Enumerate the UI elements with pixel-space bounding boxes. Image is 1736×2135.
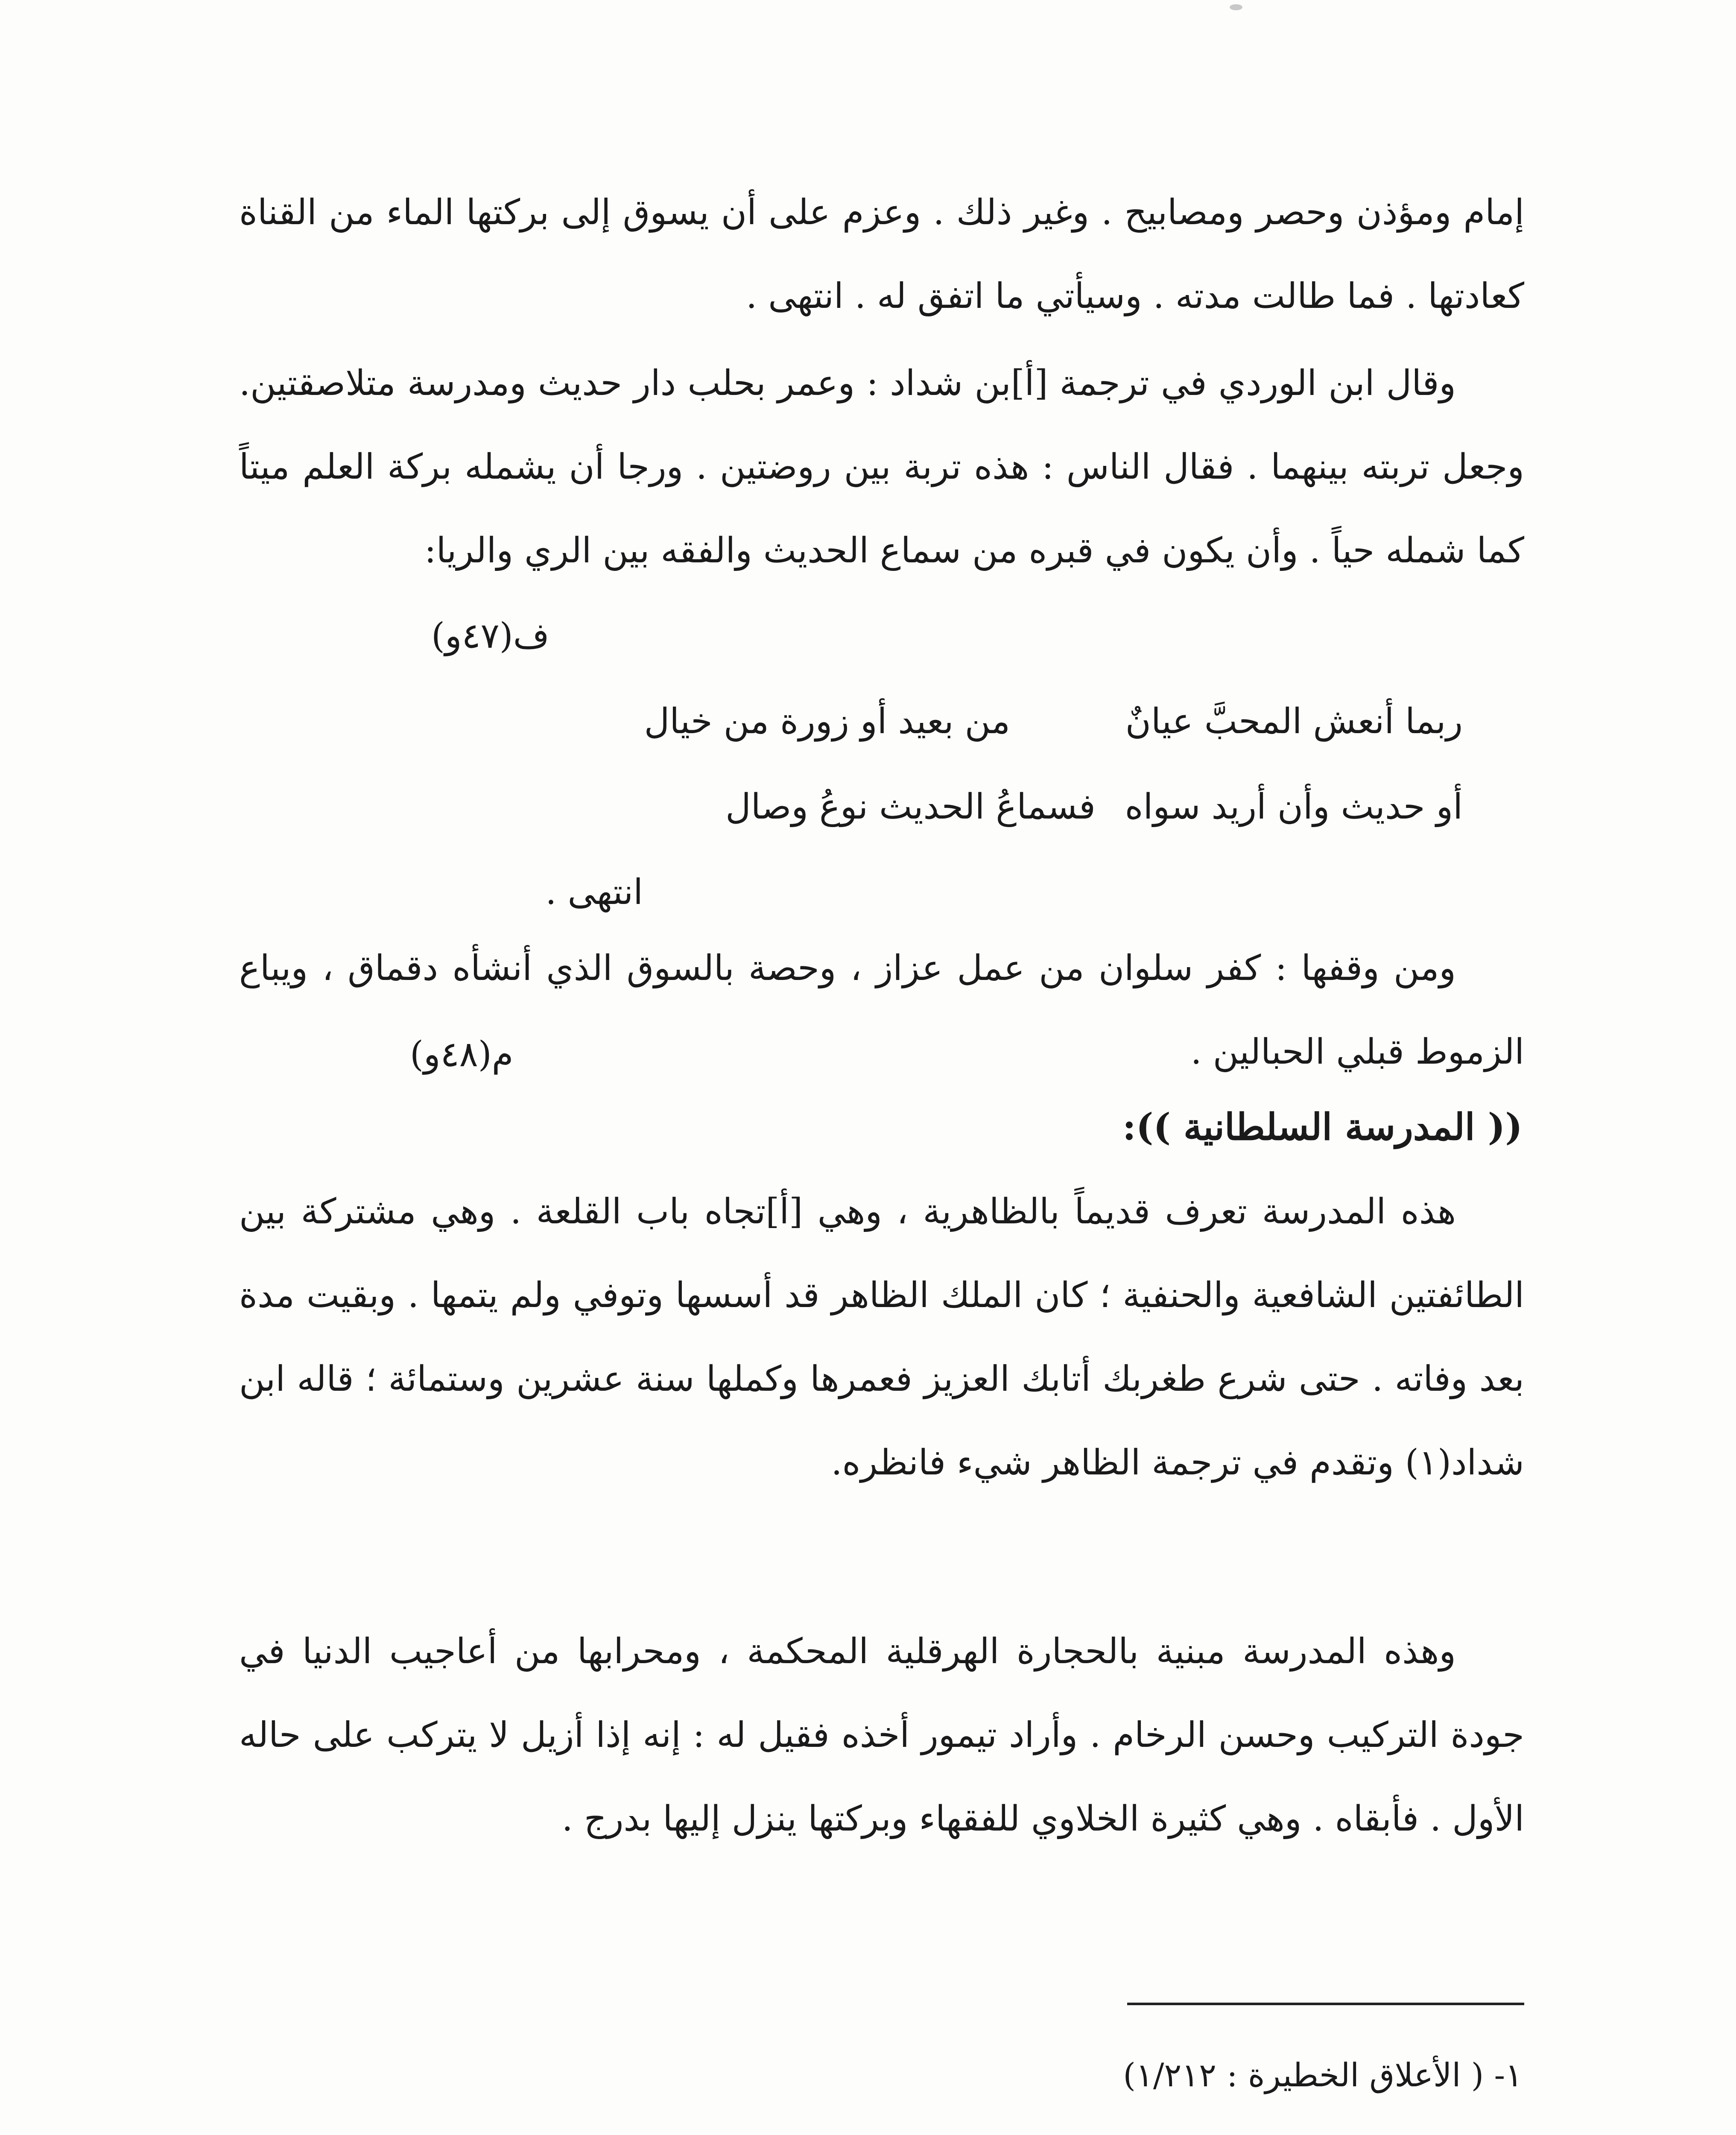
verse-1-first-hemistich: ربما أنعش المحبَّ عيانٌ bbox=[1125, 701, 1463, 742]
paragraph-1: إمام ومؤذن وحصر ومصابيح . وغير ذلك . وعزم على أن يسوق إلى بركتها الماء من القناة كعادتها . فما طالت مدته . وسيأتي ما اتفق له . انتهى . bbox=[239, 192, 1524, 316]
footnote-divider bbox=[1127, 2003, 1524, 2005]
verse-end-note: انتهى . bbox=[545, 872, 643, 912]
paragraph-5: وهذه المدرسة مبنية بالحجارة الهرقلية المحكمة ، ومحرابها من أعاجيب الدنيا في جودة التركيب وحسن الرخام . وأراد تيمور أخذه فقيل له : إنه إذا أزيل لا يتركب على حاله الأول . فأبقاه . وهي كثيرة الخلاوي للفقهاء وبركتها ينزل إليها بدرج . bbox=[239, 1631, 1524, 1839]
paragraph-3: ومن وقفها : كفر سلوان من عمل عزاز ، وحصة بالسوق الذي أنشأه دقماق ، ويباع الزموط قبلي الحبالين . bbox=[239, 948, 1524, 1072]
verse-2-second-hemistich: فسماعُ الحديث نوعُ وصال bbox=[725, 787, 1096, 827]
verse-2-first-hemistich: أو حديث وأن أريد سواه bbox=[1125, 787, 1463, 827]
scan-mark bbox=[1230, 4, 1242, 10]
verse-1-second-hemistich: من بعيد أو زورة من خيال bbox=[644, 701, 1010, 742]
footnote: ١- ( الأعلاق الخطيرة : ١/٢١٢) bbox=[1123, 2056, 1523, 2094]
marginal-note-1: (٤٧و)ف bbox=[431, 616, 549, 656]
paragraph-4: هذه المدرسة تعرف قديماً بالظاهرية ، وهي [أ]تجاه باب القلعة . وهي مشتركة بين الطائفتين الشافعية والحنفية ؛ كان الملك الظاهر قد أسسها وتوفي ولم يتمها . وبقيت مدة بعد وفاته . حتى شرع طغربك أتابك العزيز فعمرها وكملها سنة عشرين وستمائة ؛ قاله ابن شداد(١) وتقدم في ترجمة الظاهر شيء فانظره. bbox=[239, 1191, 1524, 1483]
section-heading: (( المدرسة السلطانية )): bbox=[1122, 1106, 1523, 1149]
marginal-note-2: (٤٨و)م bbox=[410, 1034, 514, 1075]
paragraph-2: وقال ابن الوردي في ترجمة [أ]بن شداد : وعمر بحلب دار حديث ومدرسة متلاصقتين. وجعل تربته بينهما . فقال الناس : هذه تربة بين روضتين . ورجا أن يشمله بركة العلم ميتاً كما شمله حياً . وأن يكون في قبره من سماع الحديث والفقه بين الري والريا: bbox=[239, 363, 1524, 571]
